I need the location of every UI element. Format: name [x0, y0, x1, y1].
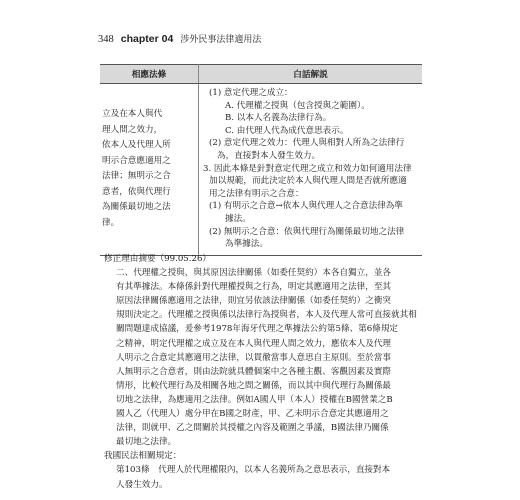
- note-line: 有其準據法。本條係針對代理權授與之行為，明定其應適用之法律，至其: [116, 282, 392, 293]
- amendment-heading: 修正理由摘要（99.05.26）: [104, 254, 212, 264]
- explanation-line: (2) 意定代理之效力：代理人與相對人所為之法律行: [209, 138, 405, 149]
- note-line: 國人乙（代理人）處分甲在B國之財產，甲、乙未明示合意定其應適用之: [116, 409, 389, 420]
- explanation-line: 為，直接對本人發生效力。: [217, 150, 321, 161]
- note-line: 二、代理權之授與，與其原因法律關係（如委任契約）本各自獨立，並各: [116, 268, 392, 279]
- explanation-line: (1) 有明示之合意→依本人與代理人之合意法律為準: [209, 201, 403, 212]
- note-line: 情形，比較代理行為及相關各地之間之關係，而以其中與代理行為關係最: [116, 380, 392, 391]
- note-line: 關問題達成協議，爰參考1978年海牙代理之準據法公約第5條、第6條規定: [116, 324, 399, 335]
- explanation-line: (1) 意定代理之成立：: [209, 88, 293, 98]
- explanation-line: A. 代理權之授與（包含授與之範圍）。: [225, 100, 370, 111]
- statute-line: 理人間之效力，: [102, 124, 163, 135]
- note-line: 原因法律關係應適用之法律，則宜另依該法律關係（如委任契約）之衝突: [116, 296, 392, 307]
- chapter-title: 涉外民事法律適用法: [180, 35, 262, 45]
- explanation-line: B. 以本人名義為法律行為。: [225, 113, 332, 124]
- statute-line: 為關係最切地之法: [102, 202, 171, 213]
- explanation-line: 加以規範，而此決定於本人與代理人間是否就所應適: [209, 176, 407, 187]
- statute-line: 立及在本人與代: [102, 109, 163, 120]
- page-number: 348: [98, 34, 114, 45]
- explanation-cell: [199, 84, 423, 256]
- civil-code-article: 第103條 代理人於代理權限內，以本人名義所為之意思表示，直接對本: [116, 465, 391, 476]
- explanation-line: (2) 無明示之合意：依與代理行為關係最切地之法律: [209, 226, 405, 237]
- statute-line: 依本人及代理人所: [102, 140, 171, 151]
- note-line: 規則決定之。代理權之授與係以法律行為授與者，本人及代理人常可直接就其相: [116, 310, 417, 321]
- table-header-row: [100, 65, 422, 84]
- note-line: 最切地之法律。: [116, 437, 177, 448]
- statute-line: 法律；無明示之合: [102, 171, 171, 182]
- explanation-line: 據法。: [225, 213, 251, 224]
- note-line: 切地之法律，為應適用之法律。例如A國人甲（本人）授權在B國營業之B: [116, 394, 393, 405]
- note-line: 之精神，明定代理權之成立及在本人與代理人間之效力，應依本人及代理: [116, 338, 392, 349]
- civil-code-article: 人發生效力。: [116, 479, 168, 490]
- explanation-line: 用之法律有明示之合意：: [209, 188, 304, 199]
- note-line: 法律，則就甲、乙之間關於其授權之內容及範圍之爭議，B國法律乃關係: [116, 423, 389, 434]
- statute-line: 律。: [102, 217, 120, 228]
- statute-line: 明示合意應適用之: [102, 155, 171, 166]
- civil-code-heading: 我國民法相關規定：: [104, 451, 182, 462]
- table-row: [100, 84, 422, 256]
- note-line: 人明示之合意定其應適用之法律，以貫徹當事人意思自主原則。至於當事: [116, 352, 392, 363]
- explanation-line: 為準據法。: [225, 239, 268, 250]
- column-header-explanation: 白話解説: [199, 65, 423, 84]
- statute-line: 意者，依與代理行: [102, 186, 171, 197]
- explanation-line: 3. 因此本條是針對意定代理之成立和效力如何適用法律: [203, 163, 412, 174]
- column-header-statute: 相應法條: [100, 65, 199, 84]
- note-line: 人無明示之合意者，則由法院就具體個案中之各種主觀、客觀因素及實際: [116, 366, 392, 377]
- explanation-line: C. 由代理人代為成代意思表示。: [225, 125, 349, 136]
- law-table: [100, 64, 422, 256]
- notes-section: [104, 252, 430, 492]
- statute-cell: [100, 84, 199, 256]
- chapter-label: chapter 04: [120, 33, 174, 45]
- running-header: [98, 32, 261, 45]
